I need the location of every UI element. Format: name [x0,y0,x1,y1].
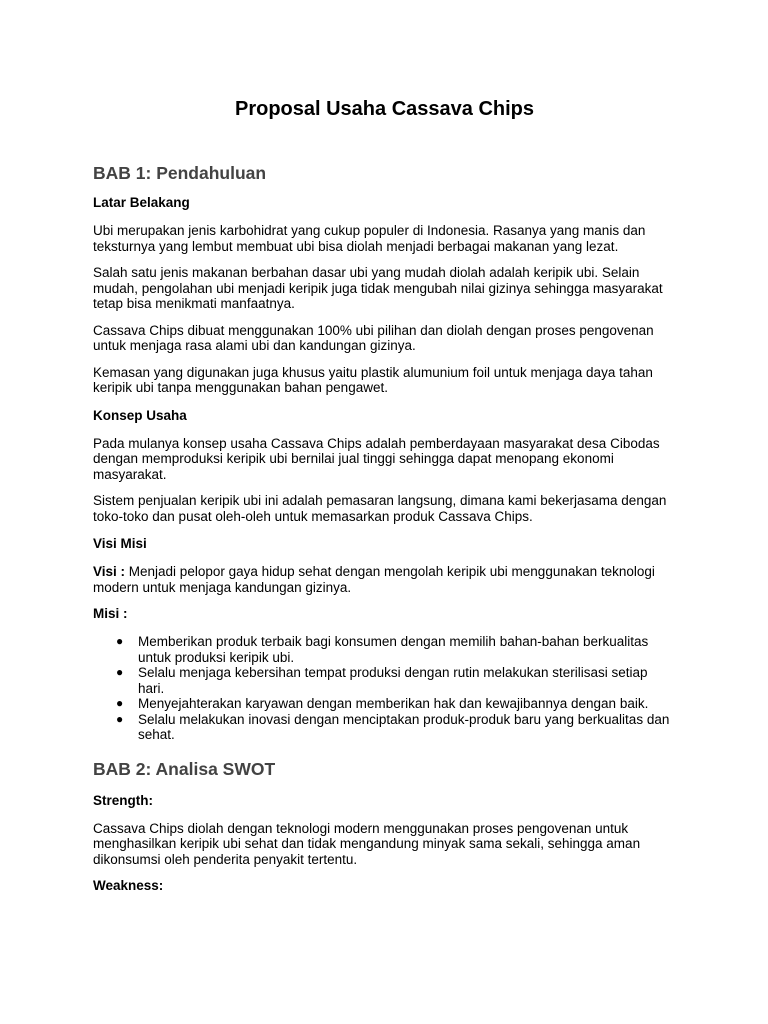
strength-paragraph-1: Cassava Chips diolah dengan teknologi modern menggunakan proses pengovenan untuk menghasilkan keripik ubi sehat dan tidak mengandung minyak sama sekali, sehingga aman dikonsumsi oleh penderita penyakit tertentu. [93,820,641,867]
strength-heading: Strength: [93,792,153,808]
misi-item-text: Memberikan produk terbaik bagi konsumen dengan memilih bahan-bahan berkualitas untuk produksi keripik ubi. [138,634,649,665]
latar-paragraph-1: Ubi merupakan jenis karbohidrat yang cukup populer di Indonesia. Rasanya yang manis dan teksturnya yang lembut membuat ubi bisa diolah menjadi berbagai makanan yang lezat. [93,223,646,254]
visi-text: Menjadi pelopor gaya hidup sehat dengan mengolah keripik ubi menggunakan teknologi modern untuk menjaga kandungan gizinya. [93,564,655,595]
bullet-icon: ● [116,665,124,679]
konsep-usaha-heading: Konsep Usaha [93,407,187,423]
bab2-heading: BAB 2: Analisa SWOT [93,758,276,779]
weakness-heading: Weakness: [93,878,164,893]
misi-item-text: Selalu melakukan inovasi dengan menciptakan produk-produk baru yang berkualitas dan sehat. [138,711,670,742]
misi-item [93,665,676,696]
latar-belakang-heading: Latar Belakang [93,195,190,210]
latar-paragraph-2: Salah satu jenis makanan berbahan dasar ubi yang mudah diolah adalah keripik ubi. Selain mudah, pengolahan ubi menjadi keripik juga tidak mengubah nilai gizinya sehingga masyarakat tetap bisa menikmati manfaatnya. [93,265,663,311]
visi-paragraph [93,564,676,595]
bullet-icon: ● [116,696,124,710]
konsep-paragraph-1: Pada mulanya konsep usaha Cassava Chips adalah pemberdayaan masyarakat desa Cibodas dengan memproduksi keripik ubi bernilai jual tinggi sehingga dapat menopang ekonomi masyarakat. [93,435,660,482]
misi-item-text: Selalu menjaga kebersihan tempat produksi dengan rutin melakukan sterilisasi setiap hari. [138,665,648,696]
bullet-icon: ● [116,711,124,726]
bab1-heading: BAB 1: Pendahuluan [93,163,267,183]
misi-label: Misi : [93,606,128,621]
konsep-paragraph-2: Sistem penjualan keripik ubi ini adalah pemasaran langsung, dimana kami bekerjasama dengan toko-toko dan pusat oleh-oleh untuk memasarkan produk Cassava Chips. [93,493,667,524]
visi-label: Visi : [93,564,126,579]
misi-item [93,696,676,712]
misi-item-text: Menyejahterakan karyawan dengan memberikan hak dan kewajibannya dengan baik. [138,696,649,711]
latar-paragraph-4: Kemasan yang digunakan juga khusus yaitu plastik alumunium foil untuk menjaga daya tahan keripik ubi tanpa menggunakan bahan pengawet. [93,364,653,395]
misi-list [93,634,676,743]
misi-item [93,634,676,665]
latar-paragraph-3: Cassava Chips dibuat menggunakan 100% ubi pilihan dan diolah dengan proses pengovenan untuk menjaga rasa alami ubi dan kandungan gizinya. [93,322,654,353]
misi-item [93,712,676,743]
document-title: Proposal Usaha Cassava Chips [234,98,534,120]
bullet-icon: ● [116,634,124,648]
visi-misi-heading: Visi Misi [93,536,147,551]
